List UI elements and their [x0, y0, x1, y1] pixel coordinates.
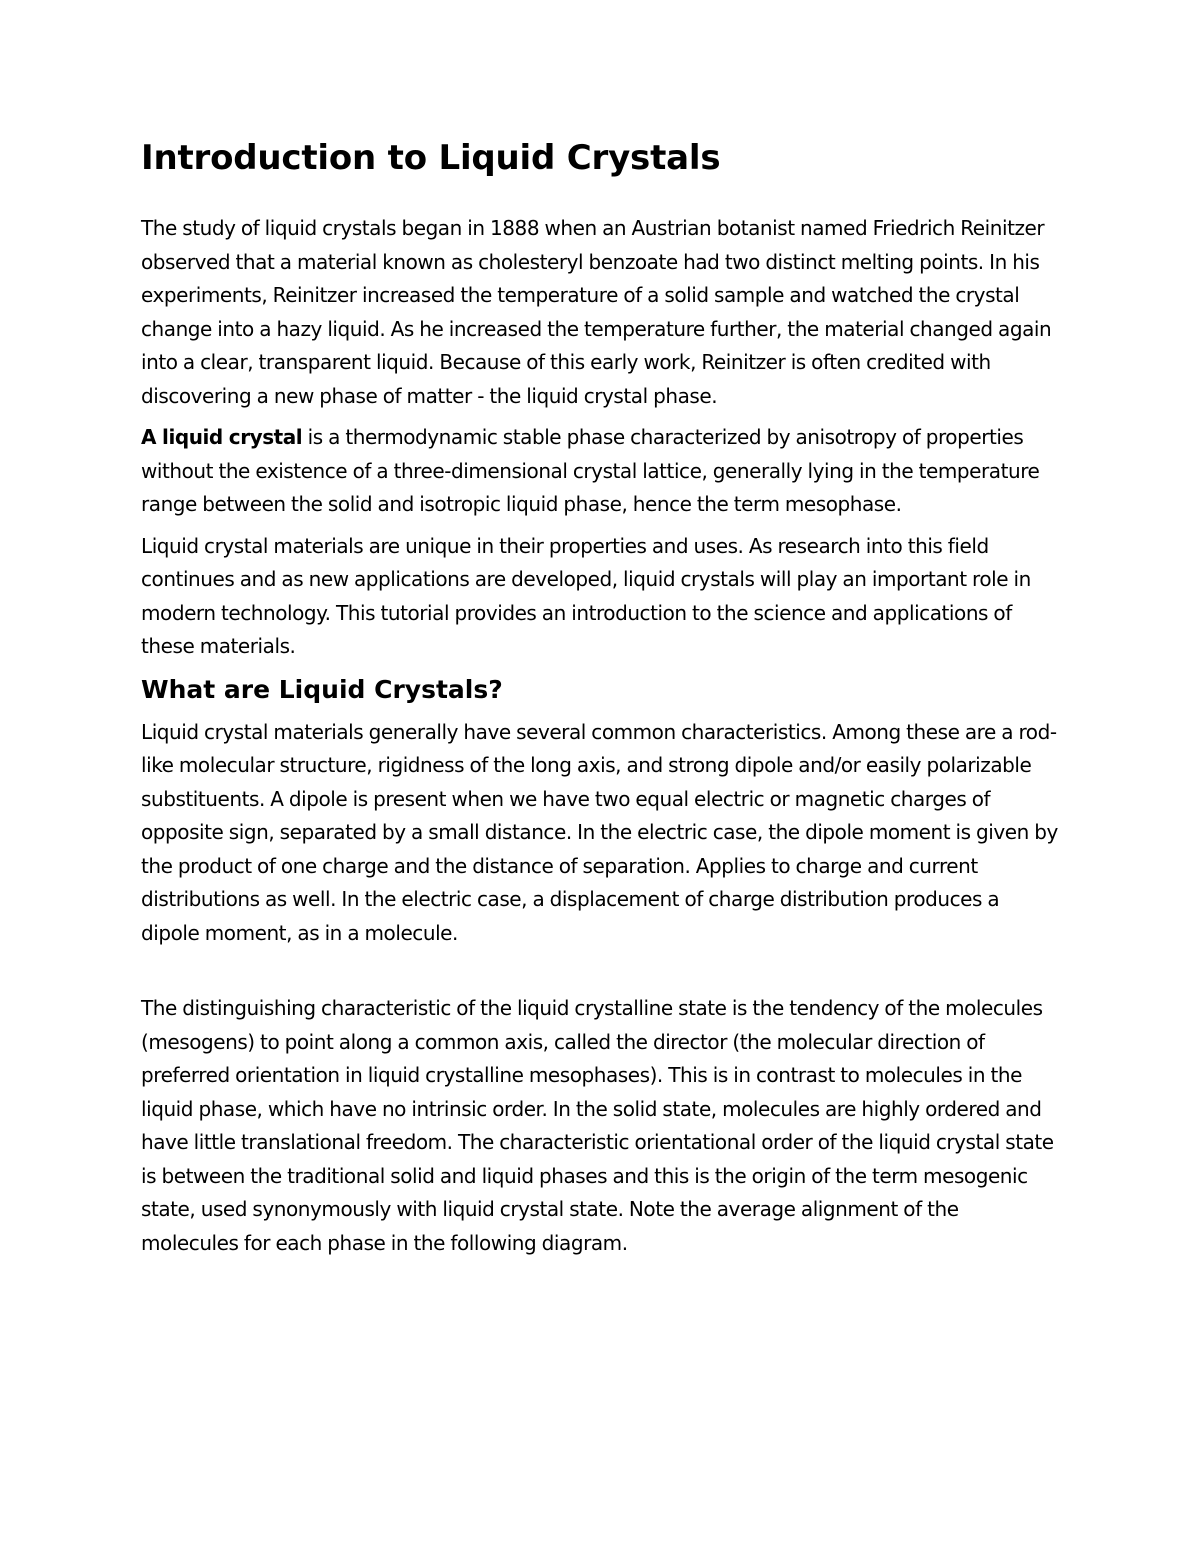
document-page	[141, 134, 1061, 1268]
characteristics-paragraph: Liquid crystal materials generally have several common characteristics. Among these are a rod- like molecular structure, rigidness of the long axis, and strong dipole and/or easily polarizable substituents. A dipole is present when we have two equal electric or magnetic charges of opposite sign, separated by a small distance. In the electric case, the dipole moment is given by the product of one charge and the distance of separation. Applies to charge and current distributions as well. In the electric case, a displacement of charge distribution produces a dipole moment, as in a molecule.	[141, 719, 1058, 945]
page-title: Introduction to Liquid Crystals	[141, 138, 721, 178]
uses-paragraph: Liquid crystal materials are unique in their properties and uses. As research into this field continues and as new applications are developed, liquid crystals will play an important role in modern technology. This tutorial provides an introduction to the science and applications of these materials.	[141, 533, 1031, 658]
definition-text: is a thermodynamic stable phase characterized by anisotropy of properties without the existence of a three-dimensional crystal lattice, generally lying in the temperature range between the solid and isotropic liquid phase, hence the term mesophase.	[141, 425, 1040, 516]
intro-paragraph: The study of liquid crystals began in 1888 when an Austrian botanist named Friedrich Reinitzer observed that a material known as cholesteryl benzoate had two distinct melting points. In his experiments, Reinitzer increased the temperature of a solid sample and watched the crystal change into a hazy liquid. As he increased the temperature further, the material changed again into a clear, transparent liquid. Because of this early work, Reinitzer is often credited with discovering a new phase of matter - the liquid crystal phase.	[141, 216, 1052, 408]
definition-term: A liquid crystal	[141, 425, 303, 449]
section-heading: What are Liquid Crystals?	[141, 674, 503, 704]
definition-paragraph	[141, 421, 1061, 522]
distinguishing-paragraph: The distinguishing characteristic of the liquid crystalline state is the tendency of the molecules (mesogens) to point along a common axis, called the director (the molecular direction of preferred orientation in liquid crystalline mesophases). This is in contrast to molecules in the liquid phase, which have no intrinsic order. In the solid state, molecules are highly ordered and have little translational freedom. The characteristic orientational order of the liquid crystal state is between the traditional solid and liquid phases and this is the origin of the term mesogenic state, used synonymously with liquid crystal state. Note the average alignment of the molecules for each phase in the following diagram.	[141, 996, 1054, 1255]
